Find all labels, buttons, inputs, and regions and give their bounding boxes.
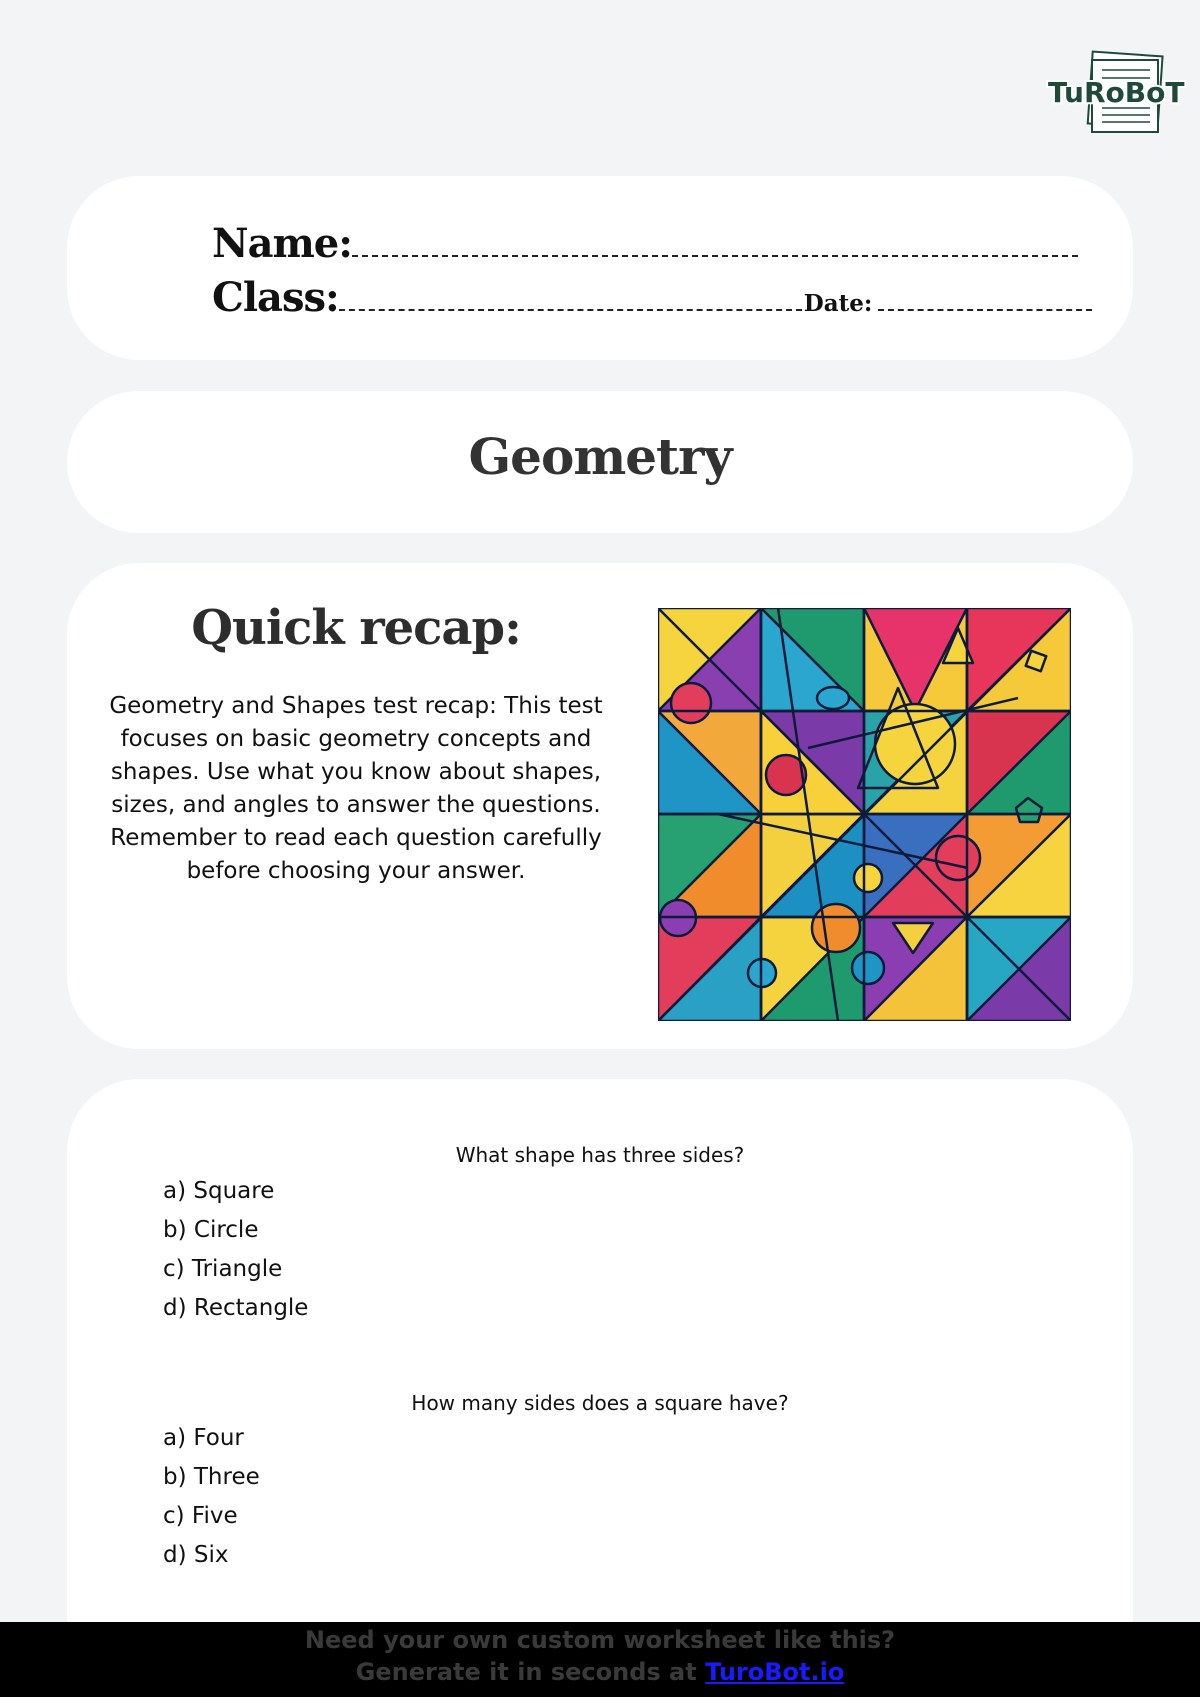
class-field xyxy=(212,274,1092,321)
option-item[interactable]: d) Rectangle xyxy=(163,1295,309,1321)
recap-text: Geometry and Shapes test recap: This test focuses on basic geometry concepts and shapes. Use what you know about shapes, sizes, and angles to answer the questions. Remember to read each question carefully before choosing your answer. xyxy=(109,693,603,884)
footer-line-1: Need your own custom worksheet like this? xyxy=(304,1626,896,1654)
student-info-card xyxy=(67,176,1133,360)
footer-line-2-text: Generate it in seconds at xyxy=(355,1658,706,1686)
question-2-options xyxy=(163,1419,260,1575)
option-item[interactable]: b) Circle xyxy=(163,1217,259,1243)
option-item[interactable]: d) Six xyxy=(163,1542,229,1568)
geometric-shapes-image xyxy=(658,608,1071,1021)
question-1-text: What shape has three sides? xyxy=(455,1143,745,1167)
name-label: Name: xyxy=(212,220,353,267)
question-2-text: How many sides does a square have? xyxy=(411,1391,789,1415)
option-item[interactable]: a) Four xyxy=(163,1425,244,1451)
name-blank[interactable] xyxy=(352,225,1078,257)
logo-text: TuRoBoT xyxy=(1048,76,1185,109)
option-item[interactable]: c) Triangle xyxy=(163,1256,283,1282)
question-1-options xyxy=(163,1172,308,1328)
date-blank[interactable] xyxy=(878,279,1092,311)
date-label: Date: xyxy=(803,290,873,317)
promo-footer xyxy=(0,1622,1200,1697)
option-item[interactable]: a) Square xyxy=(163,1178,275,1204)
worksheet-title: Geometry xyxy=(468,427,732,486)
class-blank[interactable] xyxy=(339,279,802,311)
name-field xyxy=(212,220,1078,267)
footer-line-2 xyxy=(0,1656,1200,1688)
turobot-logo xyxy=(1046,52,1185,136)
option-item[interactable]: c) Five xyxy=(163,1503,238,1529)
turobot-link[interactable]: TuroBot.io xyxy=(705,1658,845,1686)
class-label: Class: xyxy=(212,274,339,321)
option-item[interactable]: b) Three xyxy=(163,1464,260,1490)
recap-heading: Quick recap: xyxy=(191,600,521,656)
